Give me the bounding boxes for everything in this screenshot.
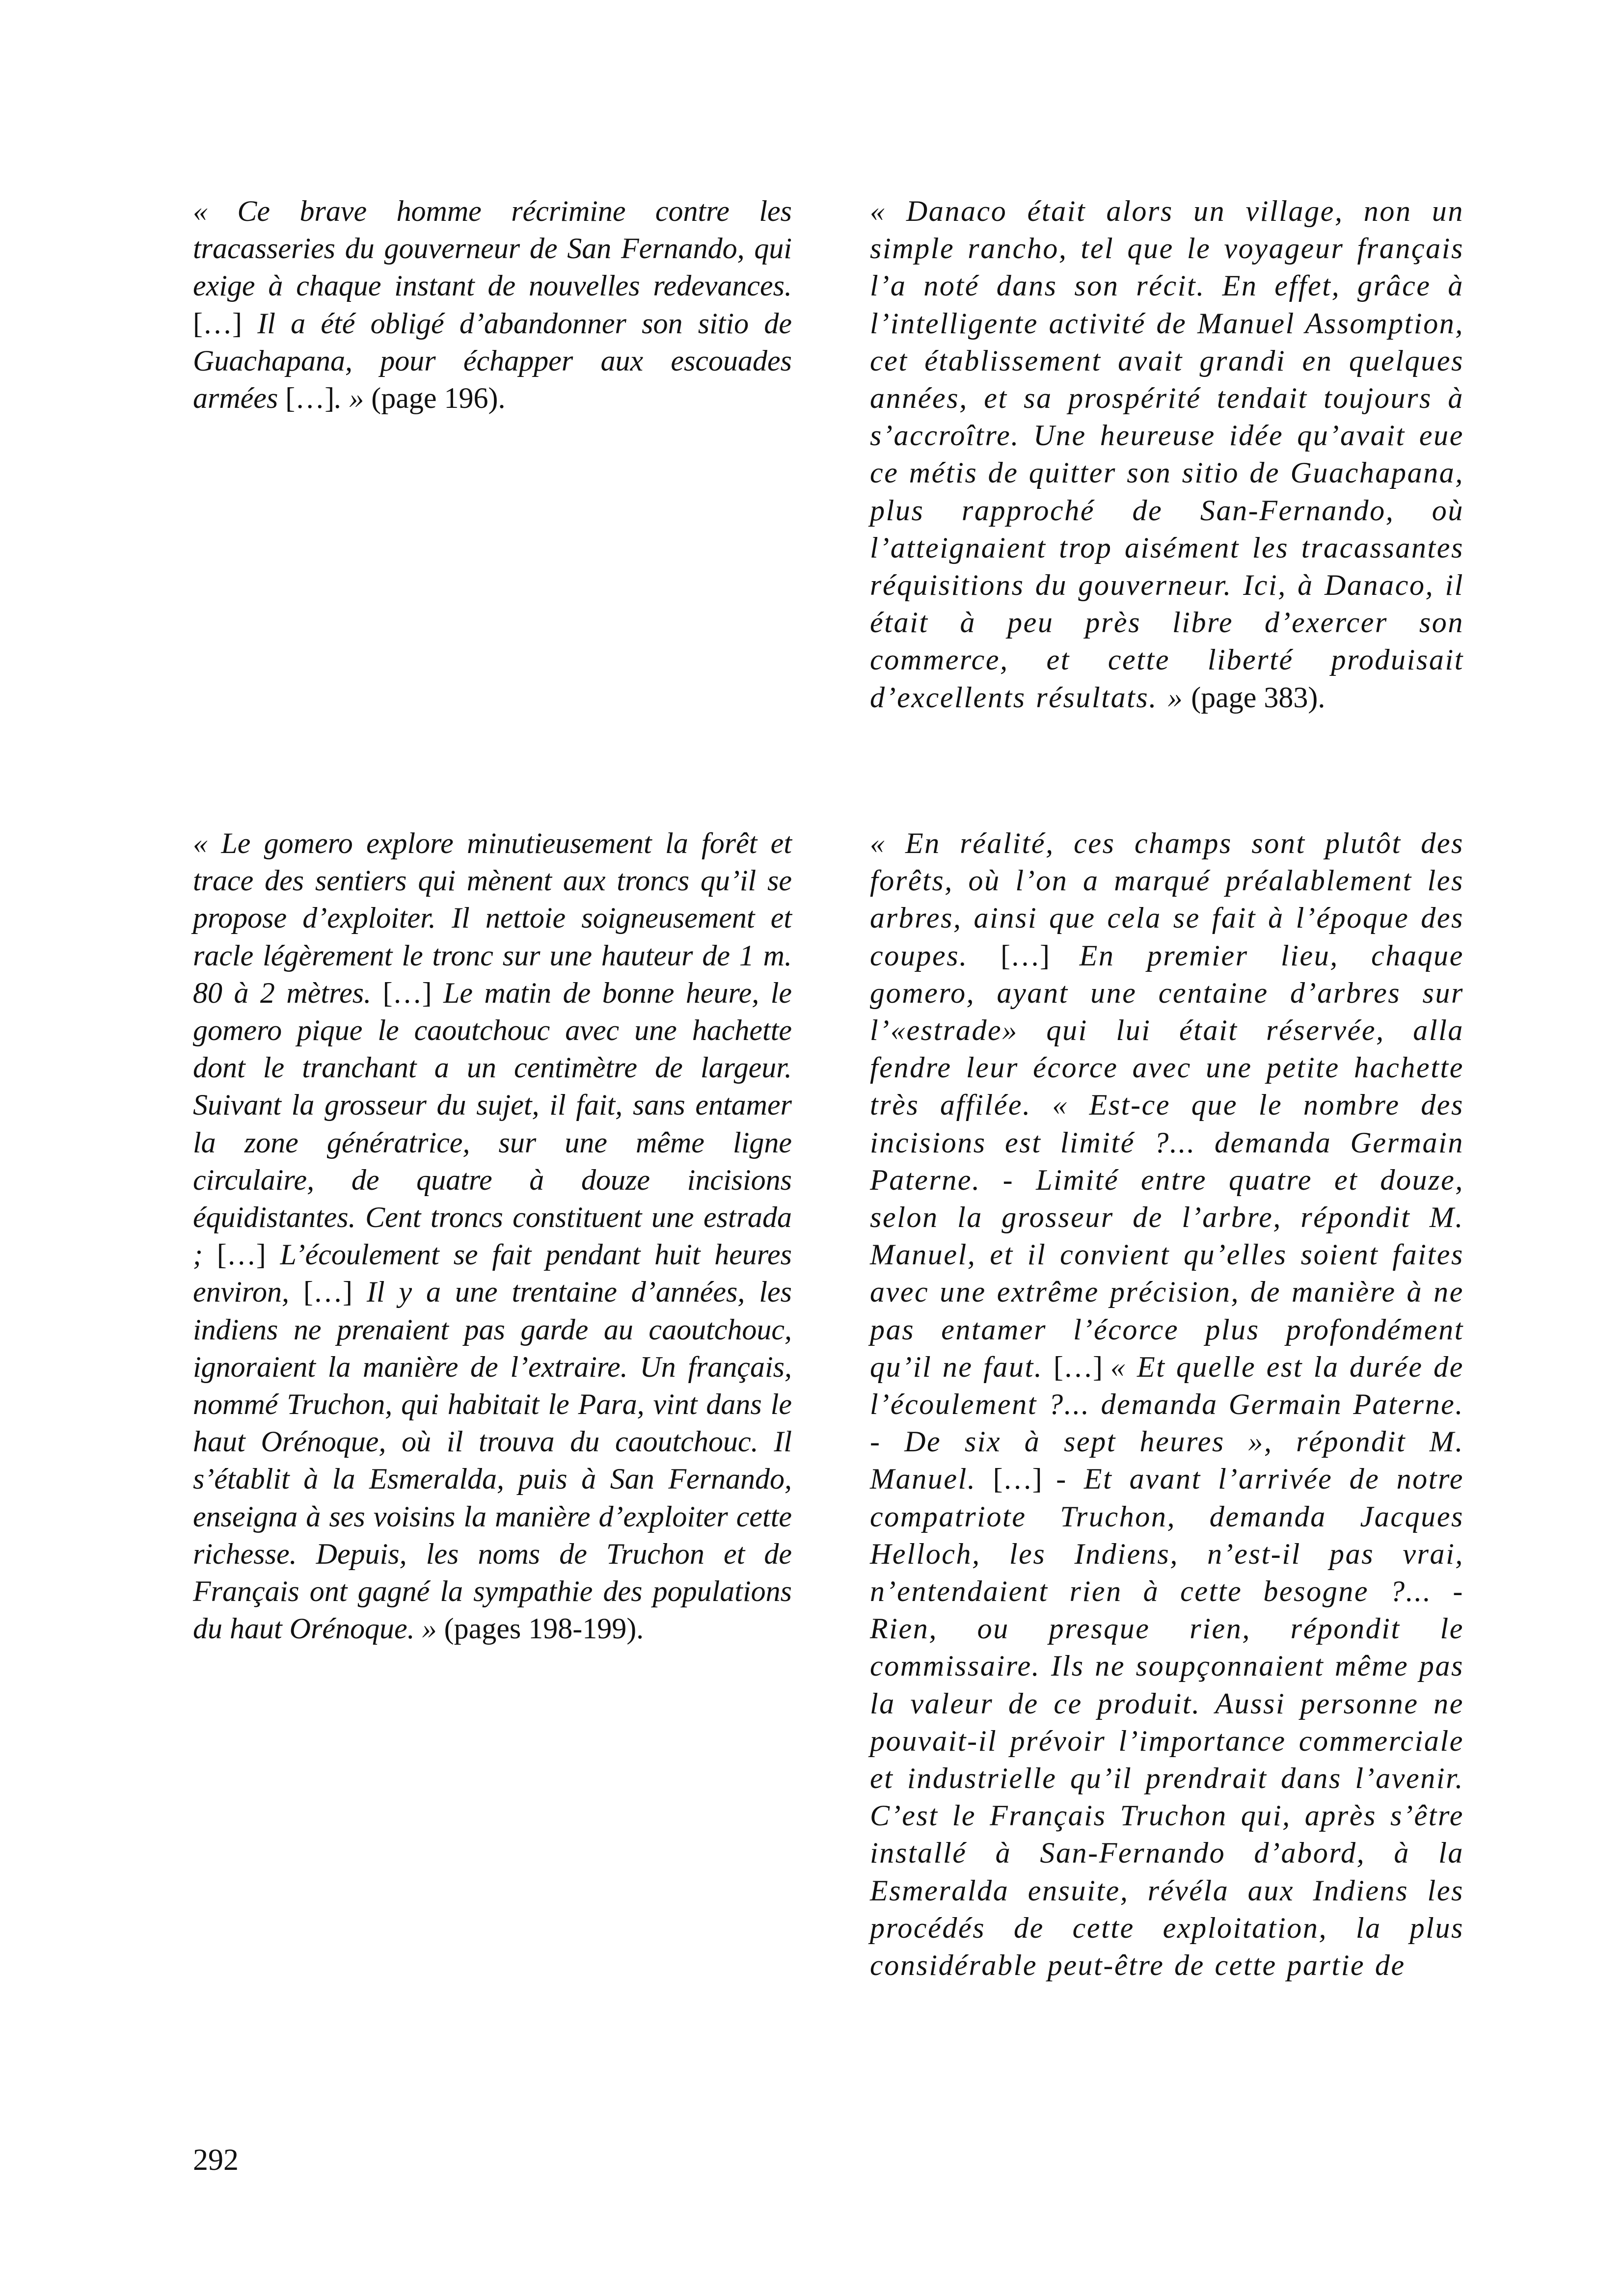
ellipsis-bracket: […] [216,1238,280,1271]
ellipsis-bracket: […] [193,307,258,340]
page-reference: (page 196). [364,382,506,415]
page-reference: (pages 198-199). [436,1612,644,1645]
quote-text: En premier lieu, chaque gomero, ayant une centaine d’arbres sur l’«estrade» qui lui était réservée, alla fendre leur écorce avec une petite hachette très affilée. « Est-ce que le nombre des incisions est limité ?... demanda Germain Paterne. - Limité entre quatre et douze, selon la grosseur de l’arbre, répondit M. Manuel, et il convient qu’elles soient faites avec une extrême précision, de manière à ne pas entamer l’écorce plus profondément qu’il ne faut. [870,939,1464,1383]
quote-text: Le matin de bonne heure, le gomero pique le caoutchouc avec une hachette dont le tranchant a un centimètre de largeur. Suivant la grosseur du sujet, il fait, sans entamer la zone génératrice, sur une même ligne circulaire, de quatre à douze incisions équidistantes. Cent troncs constituent une estrada ; [193,976,792,1271]
quote-text: L’écoulement se fait pendant huit heures environ, [193,1238,792,1308]
page-number: 292 [193,2143,239,2177]
quote-text: « En réalité, ces champs sont plutôt des forêts, où l’on a marqué préalablement les arbres, ainsi que cela se fait à l’époque des coupes. [870,827,1464,972]
page-reference: (page 383). [1184,681,1325,714]
quote-close: . » [334,382,364,415]
quote-text: Il a été obligé d’abandonner son sitio de Guachapana, pour échapper aux escouades armées [193,307,792,415]
ellipsis-bracket: […] [1001,939,1080,972]
quote-san-fernando-governor [193,192,792,417]
quote-text: « Le gomero explore minutieusement la forêt et trace des sentiers qui mènent aux troncs qu’il se propose d’exploiter. Il nettoie soigneusement et racle légèrement le tronc sur une hauteur de 1 m. 80 à 2 mètres. [193,827,792,1009]
quote-text: « Et quelle est la durée de l’écoulement ?... demanda Germain Paterne. - De six à sept heures », répondit M. Manuel. [870,1350,1464,1495]
ellipsis-bracket: […] [303,1276,367,1308]
quote-text: « Ce brave homme récrimine contre les tracasseries du gouverneur de San Fernando, qui exige à chaque instant de nouvelles redevances. [193,195,792,302]
quote-rubber-fields [870,825,1464,1984]
ellipsis-bracket: […] [382,976,444,1009]
quote-text: Il y a une trentaine d’années, les indiens ne prenaient pas garde au caoutchouc, ignoraient la manière de l’extraire. Un français, nommé Truchon, qui habitait le Para, vint dans le haut Orénoque, où il trouva du caoutchouc. Il s’établit à la Esmeralda, puis à San Fernando, enseigna à ses voisins la manière d’exploiter cette richesse. Depuis, les noms de Truchon et de Français ont gagné la sympathie des populations du haut Orénoque. » [193,1276,792,1645]
ellipsis-bracket: […] [285,382,335,415]
ellipsis-bracket: […] [1054,1350,1110,1383]
ellipsis-bracket: […] [993,1463,1056,1495]
quote-gomero-explores [193,825,792,1647]
quote-text: - Et avant l’arrivée de notre compatriote Truchon, demanda Jacques Helloch, les Indiens, n’est-il pas vrai, n’entendaient rien à cette besogne ?... - Rien, ou presque rien, répondit le commissaire. Ils ne soupçonnaient même pas la valeur de ce produit. Aussi personne ne pouvait-il prévoir l’importance commerciale et industrielle qu’il prendrait dans l’avenir. C’est le Français Truchon qui, après s’être installé à San-Fernando d’abord, à la Esmeralda ensuite, révéla aux Indiens les procédés de cette exploitation, la plus considérable peut-être de cette partie de [870,1463,1464,1982]
quote-text: « Danaco était alors un village, non un simple rancho, tel que le voyageur français l’a noté dans son récit. En effet, grâce à l’intelligente activité de Manuel Assomption, cet établissement avait grandi en quelques années, et sa prospérité tendait toujours à s’accroître. Une heureuse idée qu’avait eue ce métis de quitter son sitio de Guachapana, plus rapproché de San-Fernando, où l’atteignaient trop aisément les tracassantes réquisitions du gouverneur. Ici, à Danaco, il était à peu près libre d’exercer son commerce, et cette liberté produisait d’excellents résultats. » [870,195,1464,714]
quote-danaco-village [870,192,1464,716]
